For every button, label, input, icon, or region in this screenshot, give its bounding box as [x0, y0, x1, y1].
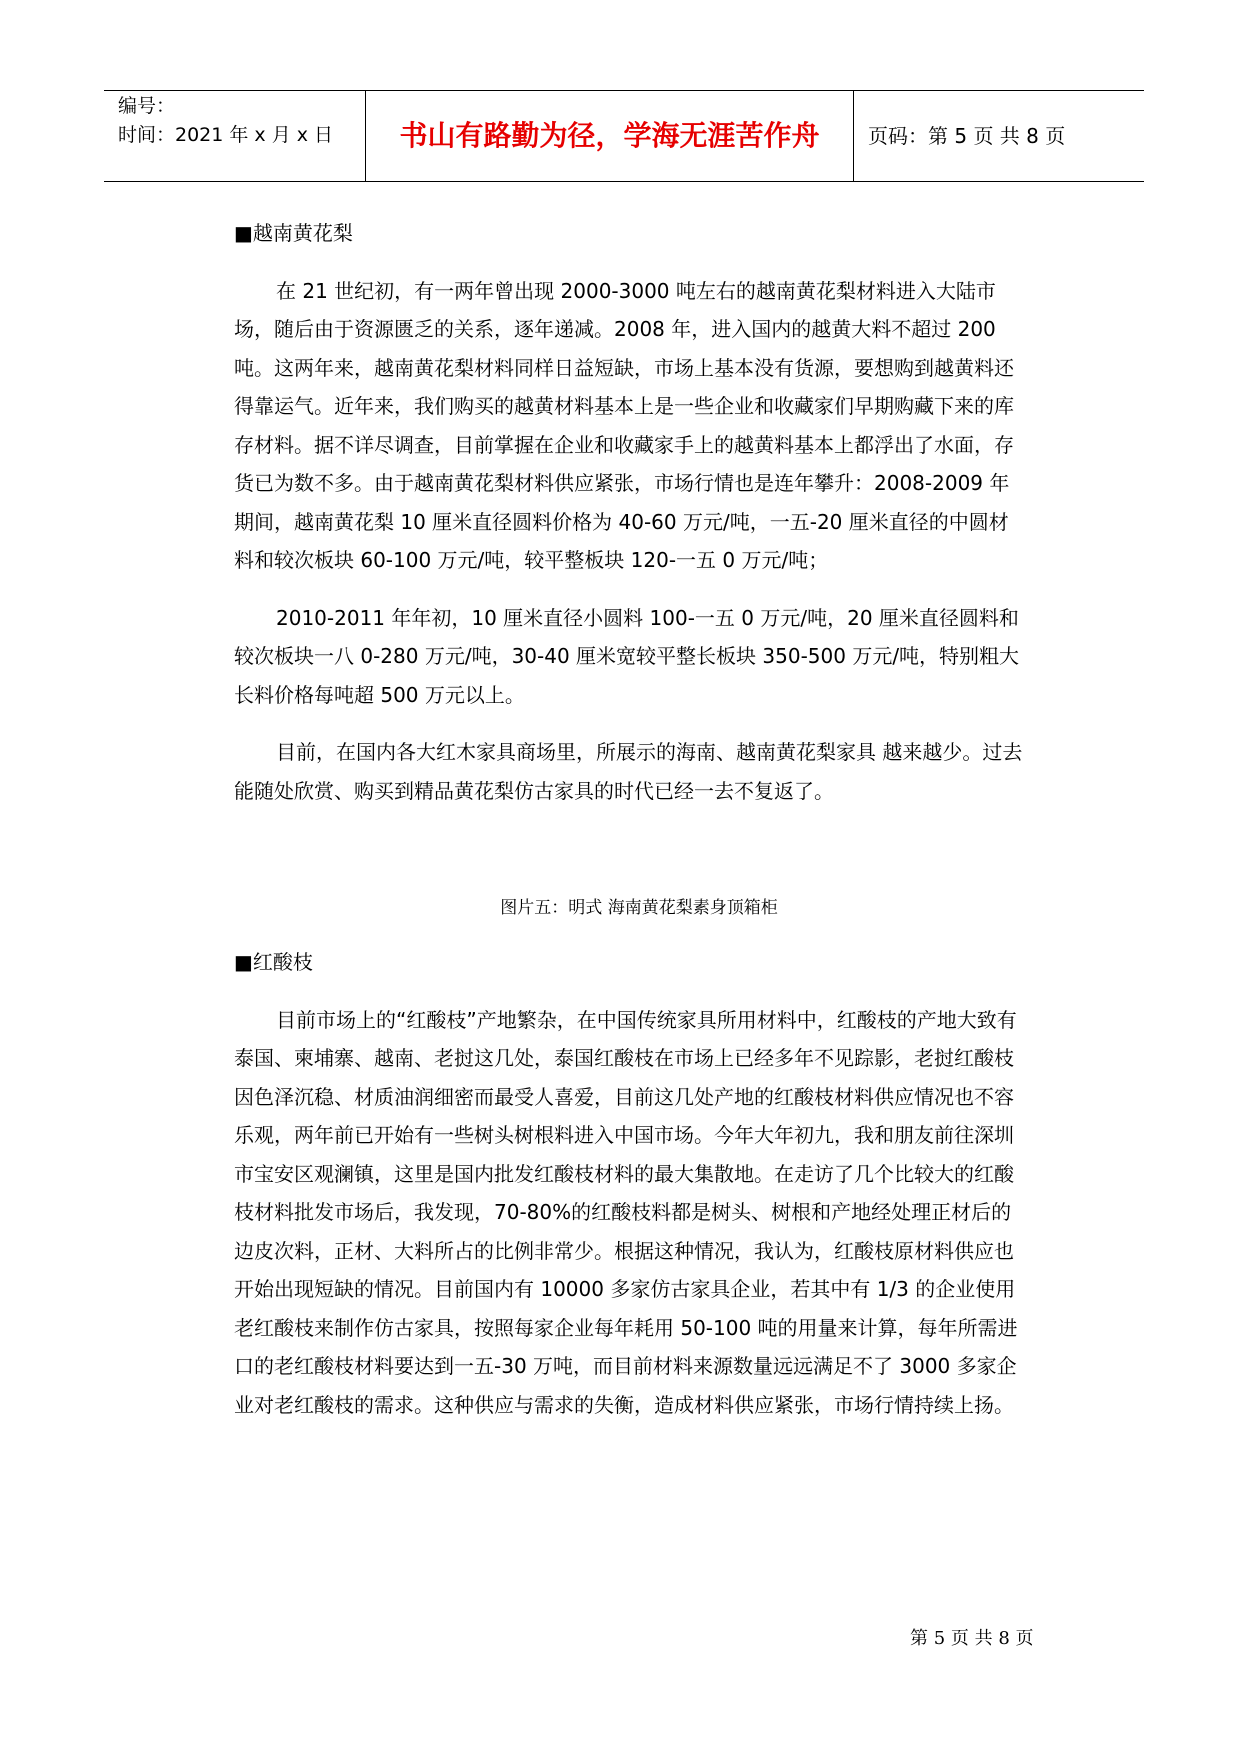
header-page-label: 页码：第 5 页 共 8 页 — [868, 123, 1066, 148]
figure-caption: 图片五：明式 海南黄花梨素身顶箱柜 — [500, 898, 778, 918]
section-red-rosewood — [234, 943, 1024, 1443]
number-label: 编号： — [118, 95, 176, 117]
paragraph: 目前，在国内各大红木家具商场里，所展示的海南、越南黄花梨家具 越来越少。过去能随处欣赏、购买到精品黄花梨仿古家具的时代已经一去不复返了。 — [234, 740, 1023, 803]
paragraph: 目前市场上的“红酸枝”产地繁杂，在中国传统家具所用材料中，红酸枝的产地大致有泰国、柬埔寨、越南、老挝这几处，泰国红酸枝在市场上已经多年不见踪影，老挝红酸枝因色泽沉稳、材质油润细密而最受人喜爱，目前这几处产地的红酸枝材料供应情况也不容乐观，两年前已开始有一些树头树根料进入中国市场。今年大年初九，我和朋友前往深圳市宝安区观澜镇，这里是国内批发红酸枝材料的最大集散地。在走访了几个比较大的红酸枝材料批发市场后，我发现，70-80%的红酸枝料都是树头、树根和产地经处理正材后的边皮次料，正材、大料所占的比例非常少。根据这种情况，我认为，红酸枝原材料供应也开始出现短缺的情况。目前国内有 10000 多家仿古家具企业，若其中有 1/3 的企业使用老红酸枝来制作仿古家具，按照每家企业每年耗用 50-100 吨的用量来计算，每年所需进口的老红酸枝材料要达到一五-30 万吨，而目前材料来源数量远远满足不了 3000 多家企业对老红酸枝的需求。这种供应与需求的失衡，造成材料供应紧张，市场行情持续上扬。 — [234, 1007, 1018, 1417]
section-title: ■红酸枝 — [234, 950, 313, 974]
page-footer: 第 5 页 共 8 页 — [910, 1628, 1034, 1649]
time-label: 时间：2021 年 x 月 x 日 — [118, 124, 334, 146]
section-vietnam-huanghuali — [234, 214, 1024, 829]
header-motto: 书山有路勤为径，学海无涯苦作舟 — [366, 91, 854, 181]
page-header — [104, 90, 1144, 182]
paragraph: 2010-2011 年年初，10 厘米直径小圆料 100-一五 0 万元/吨，20 厘米直径圆料和较次板块一八 0-280 万元/吨，30-40 厘米宽较平整长板块 350-500 万元/吨，特别粗大长料价格每吨超 500 万元以上。 — [234, 605, 1020, 707]
paragraph: 在 21 世纪初，有一两年曾出现 2000-3000 吨左右的越南黄花梨材料进入大陆市场，随后由于资源匮乏的关系，逐年递减。2008 年，进入国内的越黄大料不超过 200 吨。这两年来，越南黄花梨材料同样日益短缺，市场上基本没有货源，要想购到越黄料还得靠运气。近年来，我们购买的越黄材料基本上是一些企业和收藏家们早期购藏下来的库存材料。据不详尽调查，目前掌握在企业和收藏家手上的越黄料基本上都浮出了水面，存货已为数不多。由于越南黄花梨材料供应紧张，市场行情也是连年攀升：2008-2009 年期间，越南黄花梨 10 厘米直径圆料价格为 40-60 万元/吨，一五-20 厘米直径的中圆材料和较次板块 60-100 万元/吨，较平整板块 120-一五 0 万元/吨； — [234, 278, 1014, 572]
section-title: ■越南黄花梨 — [234, 221, 353, 245]
header-meta — [104, 91, 366, 181]
